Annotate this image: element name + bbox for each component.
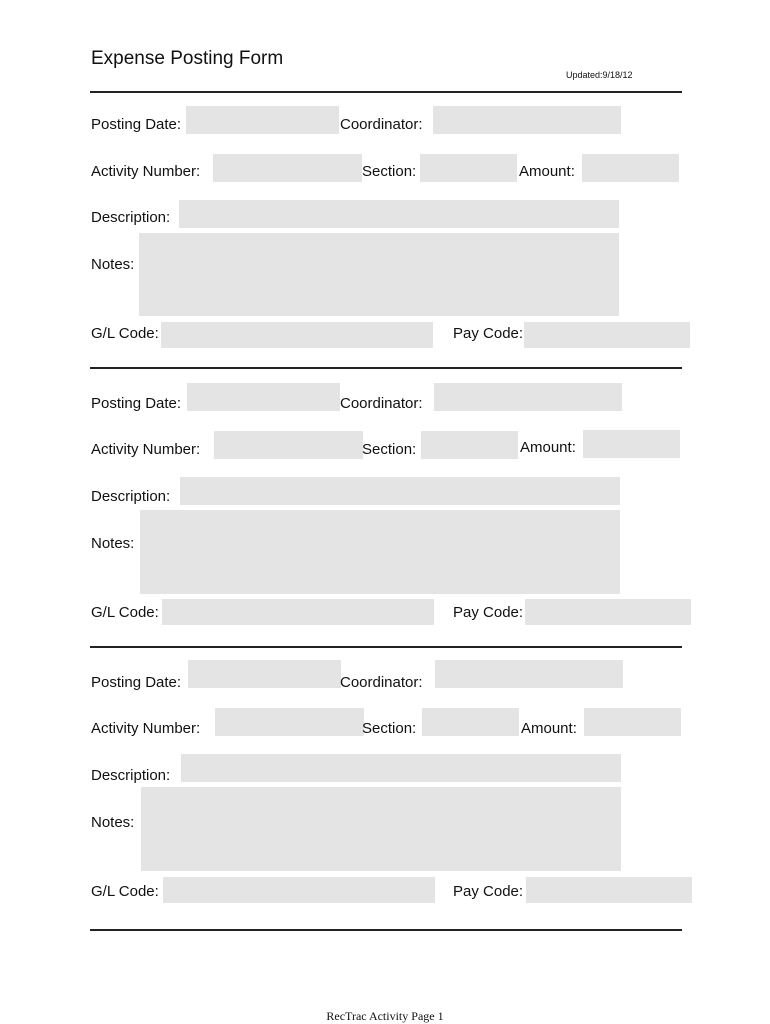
block-divider (90, 367, 682, 369)
gl-code-field[interactable] (163, 877, 435, 903)
gl-code-label: G/L Code: (91, 325, 159, 342)
section-label: Section: (362, 720, 417, 737)
posting-date-field[interactable] (188, 660, 341, 688)
pay-code-field[interactable] (525, 599, 691, 625)
activity-number-field[interactable] (214, 431, 363, 459)
activity-number-label: Activity Number: (91, 441, 201, 458)
amount-label: Amount: (521, 720, 577, 737)
notes-field[interactable] (140, 510, 620, 594)
description-field[interactable] (181, 754, 621, 782)
block-divider (90, 646, 682, 648)
posting-date-label: Posting Date: (91, 116, 182, 133)
notes-field[interactable] (141, 787, 621, 871)
description-label: Description: (91, 209, 171, 226)
pay-code-field[interactable] (524, 322, 690, 348)
form-title: Expense Posting Form (91, 48, 284, 69)
pay-code-field[interactable] (526, 877, 692, 903)
posting-date-label: Posting Date: (91, 674, 182, 691)
header-divider (90, 91, 682, 93)
description-field[interactable] (180, 477, 620, 505)
posting-date-field[interactable] (187, 383, 340, 411)
block-divider (90, 929, 682, 931)
description-label: Description: (91, 767, 171, 784)
gl-code-field[interactable] (161, 322, 433, 348)
posting-date-field[interactable] (186, 106, 339, 134)
notes-label: Notes: (91, 256, 135, 273)
updated-date: Updated:9/18/12 (566, 70, 633, 80)
activity-number-label: Activity Number: (91, 163, 201, 180)
coordinator-field[interactable] (433, 106, 621, 134)
amount-label: Amount: (520, 439, 576, 456)
pay-code-label: Pay Code: (453, 883, 524, 900)
pay-code-label: Pay Code: (453, 604, 524, 621)
section-field[interactable] (421, 431, 518, 459)
notes-label: Notes: (91, 535, 135, 552)
coordinator-label: Coordinator: (340, 395, 423, 412)
gl-code-label: G/L Code: (91, 883, 159, 900)
pay-code-label: Pay Code: (453, 325, 524, 342)
amount-field[interactable] (582, 154, 679, 182)
section-field[interactable] (420, 154, 517, 182)
activity-number-label: Activity Number: (91, 720, 201, 737)
gl-code-label: G/L Code: (91, 604, 159, 621)
activity-number-field[interactable] (215, 708, 364, 736)
amount-field[interactable] (584, 708, 681, 736)
amount-field[interactable] (583, 430, 680, 458)
coordinator-field[interactable] (434, 383, 622, 411)
coordinator-field[interactable] (435, 660, 623, 688)
section-field[interactable] (422, 708, 519, 736)
amount-label: Amount: (519, 163, 575, 180)
posting-date-label: Posting Date: (91, 395, 182, 412)
activity-number-field[interactable] (213, 154, 362, 182)
gl-code-field[interactable] (162, 599, 434, 625)
notes-field[interactable] (139, 233, 619, 316)
page-footer: RecTrac Activity Page 1 (326, 1009, 444, 1023)
section-label: Section: (362, 163, 417, 180)
coordinator-label: Coordinator: (340, 116, 423, 133)
notes-label: Notes: (91, 814, 135, 831)
description-field[interactable] (179, 200, 619, 228)
section-label: Section: (362, 441, 417, 458)
description-label: Description: (91, 488, 171, 505)
coordinator-label: Coordinator: (340, 674, 423, 691)
